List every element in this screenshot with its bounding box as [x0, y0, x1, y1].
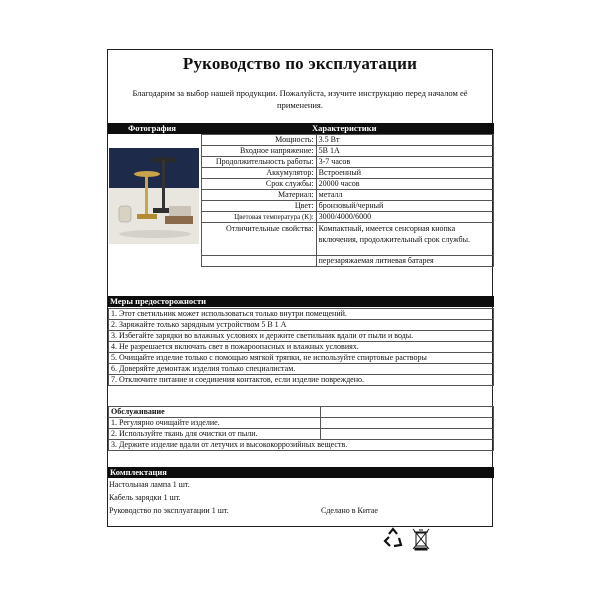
list-item: 1. Этот светильник может использоваться только внутри помещений. [109, 309, 494, 320]
spec-row [202, 223, 494, 256]
recycle-icon [385, 529, 401, 546]
spec-key: Аккумулятор: [202, 168, 317, 179]
package-item: Настольная лампа 1 шт. [109, 480, 190, 489]
spec-key: Отличительные свойства: [202, 223, 317, 256]
list-item: 1. Регулярно очищайте изделие. [109, 418, 494, 429]
spec-row [202, 135, 494, 146]
spec-value: 20000 часов [316, 179, 493, 190]
spec-key: Материал: [202, 190, 317, 201]
photo-specs-header [108, 123, 494, 134]
spec-row [202, 146, 494, 157]
precautions-list [108, 308, 494, 386]
product-photo [109, 146, 199, 244]
spec-row [202, 168, 494, 179]
package-item: Кабель зарядки 1 шт. [109, 493, 181, 502]
spec-key: Входное напряжение: [202, 146, 317, 157]
disposal-icons [383, 527, 435, 551]
photo-label: Фотография [128, 123, 176, 133]
specs-table [201, 134, 494, 267]
spec-row [202, 157, 494, 168]
list-item: 2. Используйте ткань для очистки от пыли. [109, 429, 494, 440]
spec-value: металл [316, 190, 493, 201]
spec-value: 3-7 часов [316, 157, 493, 168]
spec-key: Цвет: [202, 201, 317, 212]
spec-key: Продолжительность работы: [202, 157, 317, 168]
maintenance-heading: Обслуживание [109, 407, 321, 418]
list-item: 5. Очищайте изделие только с помощью мягкой тряпки, не используйте спиртовые растворы [109, 353, 494, 364]
intro-text: Благодарим за выбор нашей продукции. Пожалуйста, изучите инструкцию перед началом её применения. [132, 88, 468, 110]
list-item: 7. Отключите питание и соединения контактов, если изделие повреждено. [109, 375, 494, 386]
spec-value: бронзовый/черный [316, 201, 493, 212]
spec-key: Мощность: [202, 135, 317, 146]
list-item: 2. Заряжайте только зарядным устройством 5 В 1 А [109, 320, 494, 331]
spec-row [202, 201, 494, 212]
package-item: Руководство по эксплуатации 1 шт. [109, 506, 229, 515]
list-item: 3. Держите изделие вдали от летучих и высококоррозийных веществ. [109, 440, 494, 451]
list-item: 4. Не разрешается включать свет в пожароопасных и влажных условиях. [109, 342, 494, 353]
spec-value: перезаряжаемая литиевая батарея [316, 256, 493, 267]
page-title: Руководство по эксплуатации [182, 54, 418, 73]
spec-value: Компактный, имеется сенсорная кнопка включения, продолжительный срок службы. [316, 223, 493, 256]
spec-row [202, 190, 494, 201]
spec-value: 3000/4000/6000 [316, 212, 493, 223]
made-in-label: Сделано в Китае [321, 506, 378, 515]
list-item: 6. Доверяйте демонтаж изделия только специалистам. [109, 364, 494, 375]
spec-value: 3.5 Вт [316, 135, 493, 146]
spec-key [202, 256, 317, 267]
spec-key: Цветовая температура (K): [202, 212, 317, 223]
package-heading: Комплектация [108, 467, 494, 478]
spec-value: 5В 1А [316, 146, 493, 157]
spec-row [202, 256, 494, 267]
spec-key: Срок службы: [202, 179, 317, 190]
maintenance-table [108, 406, 494, 451]
specs-label: Характеристики [312, 123, 377, 133]
spec-value: Встроенный [316, 168, 493, 179]
manual-sheet [107, 49, 493, 527]
list-item: 3. Избегайте зарядки во влажных условиях и держите светильник вдали от пыли и воды. [109, 331, 494, 342]
precautions-heading: Меры предосторожности [108, 296, 494, 307]
crossed-bin-icon [413, 529, 429, 550]
spec-row [202, 212, 494, 223]
spec-row [202, 179, 494, 190]
maintenance-heading-row [109, 407, 494, 418]
